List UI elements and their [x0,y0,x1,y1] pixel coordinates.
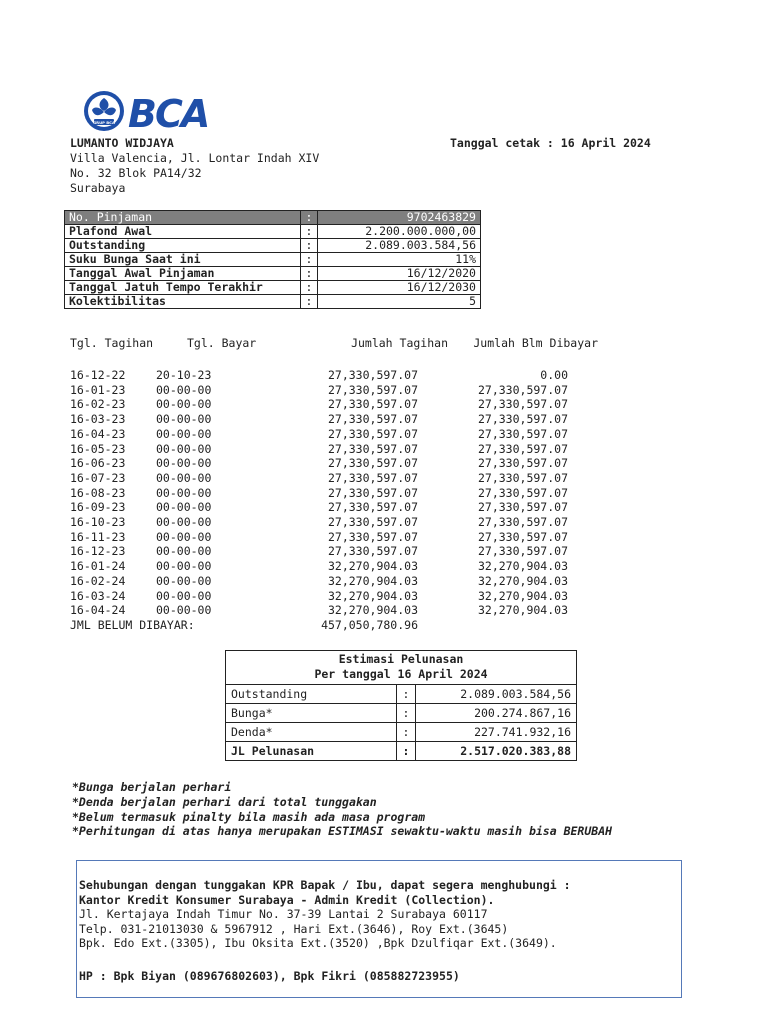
billing-jumlah-tagihan: 27,330,597.07 [327,544,418,559]
billing-row [0,368,768,383]
billing-total-value: 457,050,780.96 [321,617,418,632]
billing-jumlah-blm-dibayar: 27,330,597.07 [477,382,568,397]
estimation-label: JL Pelunasan [226,742,397,761]
billing-tgl-tagihan: 16-04-24 [70,603,126,618]
billing-jumlah-blm-dibayar: 0.00 [540,368,568,382]
billing-jumlah-blm-dibayar: 27,330,597.07 [477,470,568,485]
billing-jumlah-blm-dibayar: 27,330,597.07 [477,456,568,471]
loan-info-label: Outstanding [65,239,301,253]
estimation-label: Denda* [226,723,397,742]
loan-info-colon: : [301,239,318,253]
contact-box [76,860,682,998]
header-jumlah-blm-dibayar: Jumlah Blm Dibayar [473,336,598,350]
estimation-row [226,685,576,704]
note-line: *Belum termasuk pinalty bila masih ada masa program [72,809,426,824]
estimation-label: Bunga* [226,704,397,723]
billing-tgl-bayar: 00-00-00 [156,515,212,529]
loan-info-colon: : [301,253,318,267]
billing-tgl-bayar: 20-10-23 [156,368,212,382]
billing-jumlah-blm-dibayar: 27,330,597.07 [477,485,568,500]
loan-info-value: 11% [318,253,481,267]
estimation-colon: : [397,742,416,761]
billing-tgl-bayar: 00-00-00 [156,470,212,485]
billing-tgl-tagihan: 16-02-23 [70,397,126,412]
estimation-colon: : [397,685,416,704]
loan-info-value: 9702463829 [318,211,481,225]
billing-row [0,412,768,427]
billing-jumlah-blm-dibayar: 27,330,597.07 [477,500,568,515]
loan-info-label: Suku Bunga Saat ini [65,253,301,267]
billing-row [0,500,768,515]
contact-hp: HP : Bpk Biyan (089676802603), Bpk Fikri (085882723955) [79,969,460,983]
header-tgl-bayar: Tgl. Bayar [187,336,257,350]
billing-tgl-bayar: 00-00-00 [156,441,212,456]
billing-jumlah-blm-dibayar: 27,330,597.07 [477,544,568,559]
loan-info-colon: : [301,267,318,281]
customer-name: LUMANTO WIDJAYA [70,136,174,150]
customer-address [70,151,319,195]
billing-jumlah-blm-dibayar: 32,270,904.03 [477,573,568,588]
estimation-value: 2.517.020.383,88 [416,742,577,761]
billing-row [0,486,768,501]
billing-tgl-tagihan: 16-09-23 [70,500,126,515]
billing-tgl-bayar: 00-00-00 [156,559,212,574]
billing-jumlah-blm-dibayar: 32,270,904.03 [477,603,568,618]
billing-row [0,559,768,574]
billing-row [0,442,768,457]
billing-row [0,589,768,604]
billing-tgl-bayar: 00-00-00 [156,426,212,441]
billing-jumlah-tagihan: 27,330,597.07 [327,470,418,485]
billing-row [0,397,768,412]
loan-info-table [64,210,481,309]
billing-jumlah-blm-dibayar: 27,330,597.07 [477,426,568,441]
loan-info-label: Kolektibilitas [65,295,301,309]
billing-tgl-bayar: 00-00-00 [156,603,212,618]
loan-info-label: Tanggal Awal Pinjaman [65,267,301,281]
billing-tgl-tagihan: 16-04-23 [70,426,126,441]
billing-tgl-bayar: 00-00-00 [156,485,212,500]
billing-jumlah-blm-dibayar: 27,330,597.07 [477,412,568,427]
billing-jumlah-blm-dibayar: 27,330,597.07 [477,515,568,529]
billing-jumlah-tagihan: 27,330,597.07 [327,397,418,412]
loan-info-row [65,253,481,267]
loan-info-label: No. Pinjaman [65,211,301,225]
billing-tgl-tagihan: 16-03-24 [70,588,126,603]
billing-tgl-tagihan: 16-12-22 [70,368,126,382]
header-tgl-tagihan: Tgl. Tagihan [70,336,154,350]
billing-jumlah-tagihan: 27,330,597.07 [327,382,418,397]
billing-tgl-bayar: 00-00-00 [156,573,212,588]
estimation-title-line: Estimasi Pelunasan [338,652,464,666]
contact-line: Telp. 031-21013030 & 5967912 , Hari Ext.(3646), Roy Ext.(3645) [79,921,509,936]
billing-tgl-bayar: 00-00-00 [156,412,212,427]
billing-tgl-bayar: 00-00-00 [156,382,212,397]
billing-tgl-bayar: 00-00-00 [156,588,212,603]
print-date: Tanggal cetak : 16 April 2024 [450,136,651,150]
contact-line: Sehubungan dengan tunggakan KPR Bapak / Ibu, dapat segera menghubungi : [79,878,571,892]
loan-info-colon: : [301,295,318,309]
estimation-row [226,723,576,742]
billing-row [0,515,768,530]
estimation-value: 227.741.932,16 [416,723,577,742]
loan-info-colon: : [301,225,318,239]
estimation-colon: : [397,704,416,723]
billing-tgl-tagihan: 16-01-24 [70,559,126,574]
loan-info-row [65,281,481,295]
billing-jumlah-tagihan: 27,330,597.07 [327,456,418,471]
note-line: *Perhitungan di atas hanya merupakan ESTIMASI sewaktu-waktu masih bisa BERUBAH [72,824,613,839]
estimation-title-line: Per tanggal 16 April 2024 [314,667,488,681]
estimation-title [226,651,576,685]
estimation-row [226,704,576,723]
billing-tgl-tagihan: 16-06-23 [70,456,126,471]
billing-tgl-bayar: 00-00-00 [156,397,212,412]
billing-total-label: JML BELUM DIBAYAR: [70,617,195,632]
loan-info-colon: : [301,281,318,295]
loan-info-row [65,239,481,253]
billing-tgl-tagihan: 16-03-23 [70,412,126,427]
billing-jumlah-tagihan: 32,270,904.03 [327,573,418,588]
loan-info-row [65,295,481,309]
billing-tgl-bayar: 00-00-00 [156,500,212,515]
billing-jumlah-tagihan: 27,330,597.07 [327,515,418,529]
billing-jumlah-tagihan: 27,330,597.07 [327,426,418,441]
logo-caption: GRUP BCA [93,119,115,125]
billing-tgl-tagihan: 16-10-23 [70,515,126,529]
billing-tgl-tagihan: 16-11-23 [70,529,126,544]
contact-line: Bpk. Edo Ext.(3305), Ibu Oksita Ext.(3520) ,Bpk Dzulfiqar Ext.(3649). [79,936,557,950]
loan-info-value: 2.200.000.000,00 [318,225,481,239]
billing-jumlah-tagihan: 27,330,597.07 [327,368,418,382]
billing-jumlah-blm-dibayar: 27,330,597.07 [477,529,568,544]
loan-info-value: 5 [318,295,481,309]
loan-info-row [65,267,481,281]
billing-jumlah-blm-dibayar: 27,330,597.07 [477,397,568,412]
loan-info-colon: : [301,211,318,225]
address-line: Villa Valencia, Jl. Lontar Indah XIV [70,151,320,165]
header-jumlah-tagihan: Jumlah Tagihan [351,336,448,350]
loan-info-value: 16/12/2020 [318,267,481,281]
billing-row [0,471,768,486]
estimation-total-row [226,742,576,761]
note-line: *Denda berjalan perhari dari total tunggakan [72,794,377,809]
billing-jumlah-blm-dibayar: 27,330,597.07 [477,441,568,456]
billing-row [0,383,768,398]
notes [72,780,612,839]
billing-row [0,456,768,471]
billing-row [0,544,768,559]
billing-tgl-tagihan: 16-12-23 [70,544,126,559]
billing-tgl-bayar: 00-00-00 [156,544,212,559]
billing-row [0,530,768,545]
billing-row [0,427,768,442]
billing-jumlah-tagihan: 32,270,904.03 [327,559,418,574]
billing-header-row [0,336,768,351]
contact-line: Kantor Kredit Konsumer Surabaya - Admin Kredit (Collection). [79,892,495,907]
billing-tgl-tagihan: 16-01-23 [70,382,126,397]
billing-jumlah-blm-dibayar: 32,270,904.03 [477,559,568,574]
loan-info-value: 2.089.003.584,56 [318,239,481,253]
address-line: Surabaya [70,180,126,195]
billing-jumlah-tagihan: 27,330,597.07 [327,500,418,515]
loan-info-row [65,225,481,239]
estimation-table [225,650,577,761]
loan-info-label: Tanggal Jatuh Tempo Terakhir [65,281,301,295]
billing-row [0,574,768,589]
billing-tgl-tagihan: 16-05-23 [70,441,126,456]
estimation-label: Outstanding [226,685,397,704]
billing-jumlah-tagihan: 27,330,597.07 [327,441,418,456]
address-line: No. 32 Blok PA14/32 [70,165,202,180]
billing-tgl-bayar: 00-00-00 [156,456,212,471]
logo-text: BCA [128,92,209,134]
billing-total-row [0,618,768,633]
billing-jumlah-tagihan: 32,270,904.03 [327,588,418,603]
contact-line: Jl. Kertajaya Indah Timur No. 37-39 Lantai 2 Surabaya 60117 [79,907,488,921]
loan-info-label: Plafond Awal [65,225,301,239]
billing-jumlah-blm-dibayar: 32,270,904.03 [477,588,568,603]
bca-logo [82,90,222,134]
estimation-value: 2.089.003.584,56 [460,687,571,701]
note-line: *Bunga berjalan perhari [72,780,232,794]
billing-row [0,603,768,618]
estimation-value: 200.274.867,16 [416,704,577,723]
billing-jumlah-tagihan: 27,330,597.07 [327,529,418,544]
billing-tgl-tagihan: 16-07-23 [70,470,126,485]
estimation-colon: : [397,723,416,742]
loan-info-row [65,211,481,225]
billing-jumlah-tagihan: 27,330,597.07 [327,412,418,427]
billing-tgl-tagihan: 16-08-23 [70,485,126,500]
billing-tgl-tagihan: 16-02-24 [70,573,126,588]
billing-jumlah-tagihan: 32,270,904.03 [327,603,418,618]
billing-jumlah-tagihan: 27,330,597.07 [327,485,418,500]
billing-tgl-bayar: 00-00-00 [156,529,212,544]
loan-info-value: 16/12/2030 [318,281,481,295]
